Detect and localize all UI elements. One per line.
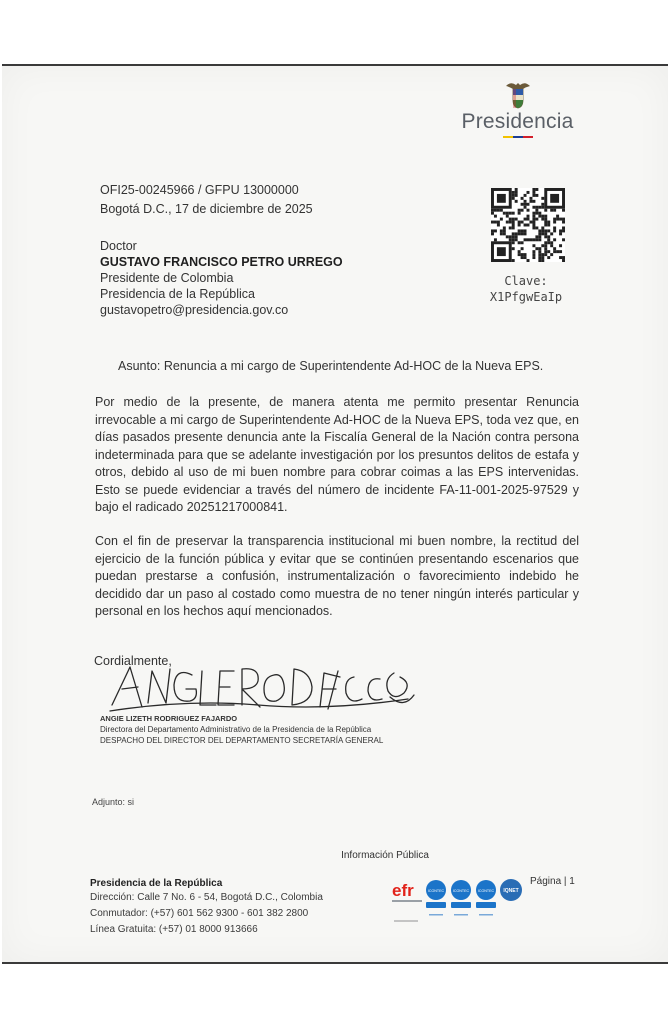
footer-contact	[90, 877, 323, 938]
body-paragraph-1: Por medio de la presente, de manera atenta me permito presentar Renuncia irrevocable a mi cargo de Superintendente Ad-HOC de la Nueva EPS, toda vez que, en días pasados presente denuncia ante la Fiscalía General de la Nación contra persona indeterminada para que se adelante investigación por los presuntos delitos de estafa y otros, debido al uso de mi buen nombre para cobrar coimas a las EPS intervenidas. Esto se puede evidenciar a través del número de incidente FA-11-001-2025-97529 y bajo el radicado 20251217000841.	[95, 395, 579, 514]
addressee-email: gustavopetro@presidencia.gov.co	[100, 303, 289, 317]
iqnet-label: IQNET	[503, 888, 519, 894]
place-date: Bogotá D.C., 17 de diciembre de 2025	[100, 202, 313, 216]
footer-toll-free: Línea Gratuita: (+57) 01 8000 913666	[90, 924, 258, 935]
addressee-position: Presidente de Colombia	[100, 271, 234, 285]
signer-office: DESPACHO DEL DIRECTOR DEL DEPARTAMENTO SECRETARÍA GENERAL	[100, 736, 384, 745]
page-number: Página | 1	[530, 876, 575, 887]
verification-key	[476, 273, 576, 305]
footer-address: Dirección: Calle 7 No. 6 - 54, Bogotá D.C., Colombia	[90, 892, 323, 903]
coat-of-arms-icon	[503, 80, 533, 110]
qr-code-icon	[491, 188, 565, 262]
subject-line: Asunto: Renuncia a mi cargo de Superintendente Ad-HOC de la Nueva EPS.	[118, 359, 544, 373]
efr-text: efr	[392, 881, 414, 900]
footer-entity: Presidencia de la República	[90, 878, 223, 889]
addressee-name: GUSTAVO FRANCISCO PETRO URREGO	[100, 255, 343, 269]
flag-blue	[513, 136, 523, 138]
icontec-label-3: ICONTEC	[477, 889, 495, 893]
addressee-block	[100, 238, 343, 318]
icontec-label-1: ICONTEC	[427, 889, 445, 893]
closing: Cordialmente,	[94, 654, 172, 668]
verification-code: X1PfgwEaIp	[489, 290, 563, 304]
body-paragraph-2: Con el fin de preservar la transparencia institucional mi buen nombre, la rectitud del ejercicio de la función pública y evitar que se continúen presentando escenarios que puedan prestarse a confusión, instrumentalización o favorecimiento indebido he decidido dar un paso al costado como muestra de no tener ningún interés particular y personal en los hechos aquí mencionados.	[95, 534, 579, 618]
icontec-iso-45001-badge	[476, 880, 496, 908]
signer-block	[100, 713, 383, 746]
efr-logo	[392, 881, 422, 922]
iqnet-badge	[500, 879, 522, 901]
certification-logos	[389, 876, 524, 928]
addressee-title: Doctor	[100, 239, 137, 253]
flag-red	[523, 136, 533, 138]
icontec-label-2: ICONTEC	[452, 889, 470, 893]
verification-label: Clave:	[504, 274, 548, 288]
attachments-note: Adjunto: si	[92, 797, 135, 807]
reference-code: OFI25-00245966 / GFPU 13000000	[100, 183, 299, 197]
addressee-entity: Presidencia de la República	[100, 287, 255, 301]
presidencia-logo	[455, 80, 580, 138]
flag-yellow	[503, 136, 513, 138]
signer-name: ANGIE LIZETH RODRIGUEZ FAJARDO	[100, 714, 238, 723]
classification-label: Información Pública	[341, 850, 429, 861]
footer-phone: Conmutador: (+57) 601 562 9300 - 601 382 2800	[90, 908, 309, 919]
reference-block	[100, 181, 313, 219]
icontec-iso-9001-badge	[426, 880, 446, 908]
icontec-iso-14001-badge	[451, 880, 471, 908]
brand-name: Presidencia	[461, 110, 574, 133]
signer-role: Directora del Departamento Administrativo de la Presidencia de la República	[100, 725, 372, 734]
flag-stripe	[503, 136, 533, 138]
